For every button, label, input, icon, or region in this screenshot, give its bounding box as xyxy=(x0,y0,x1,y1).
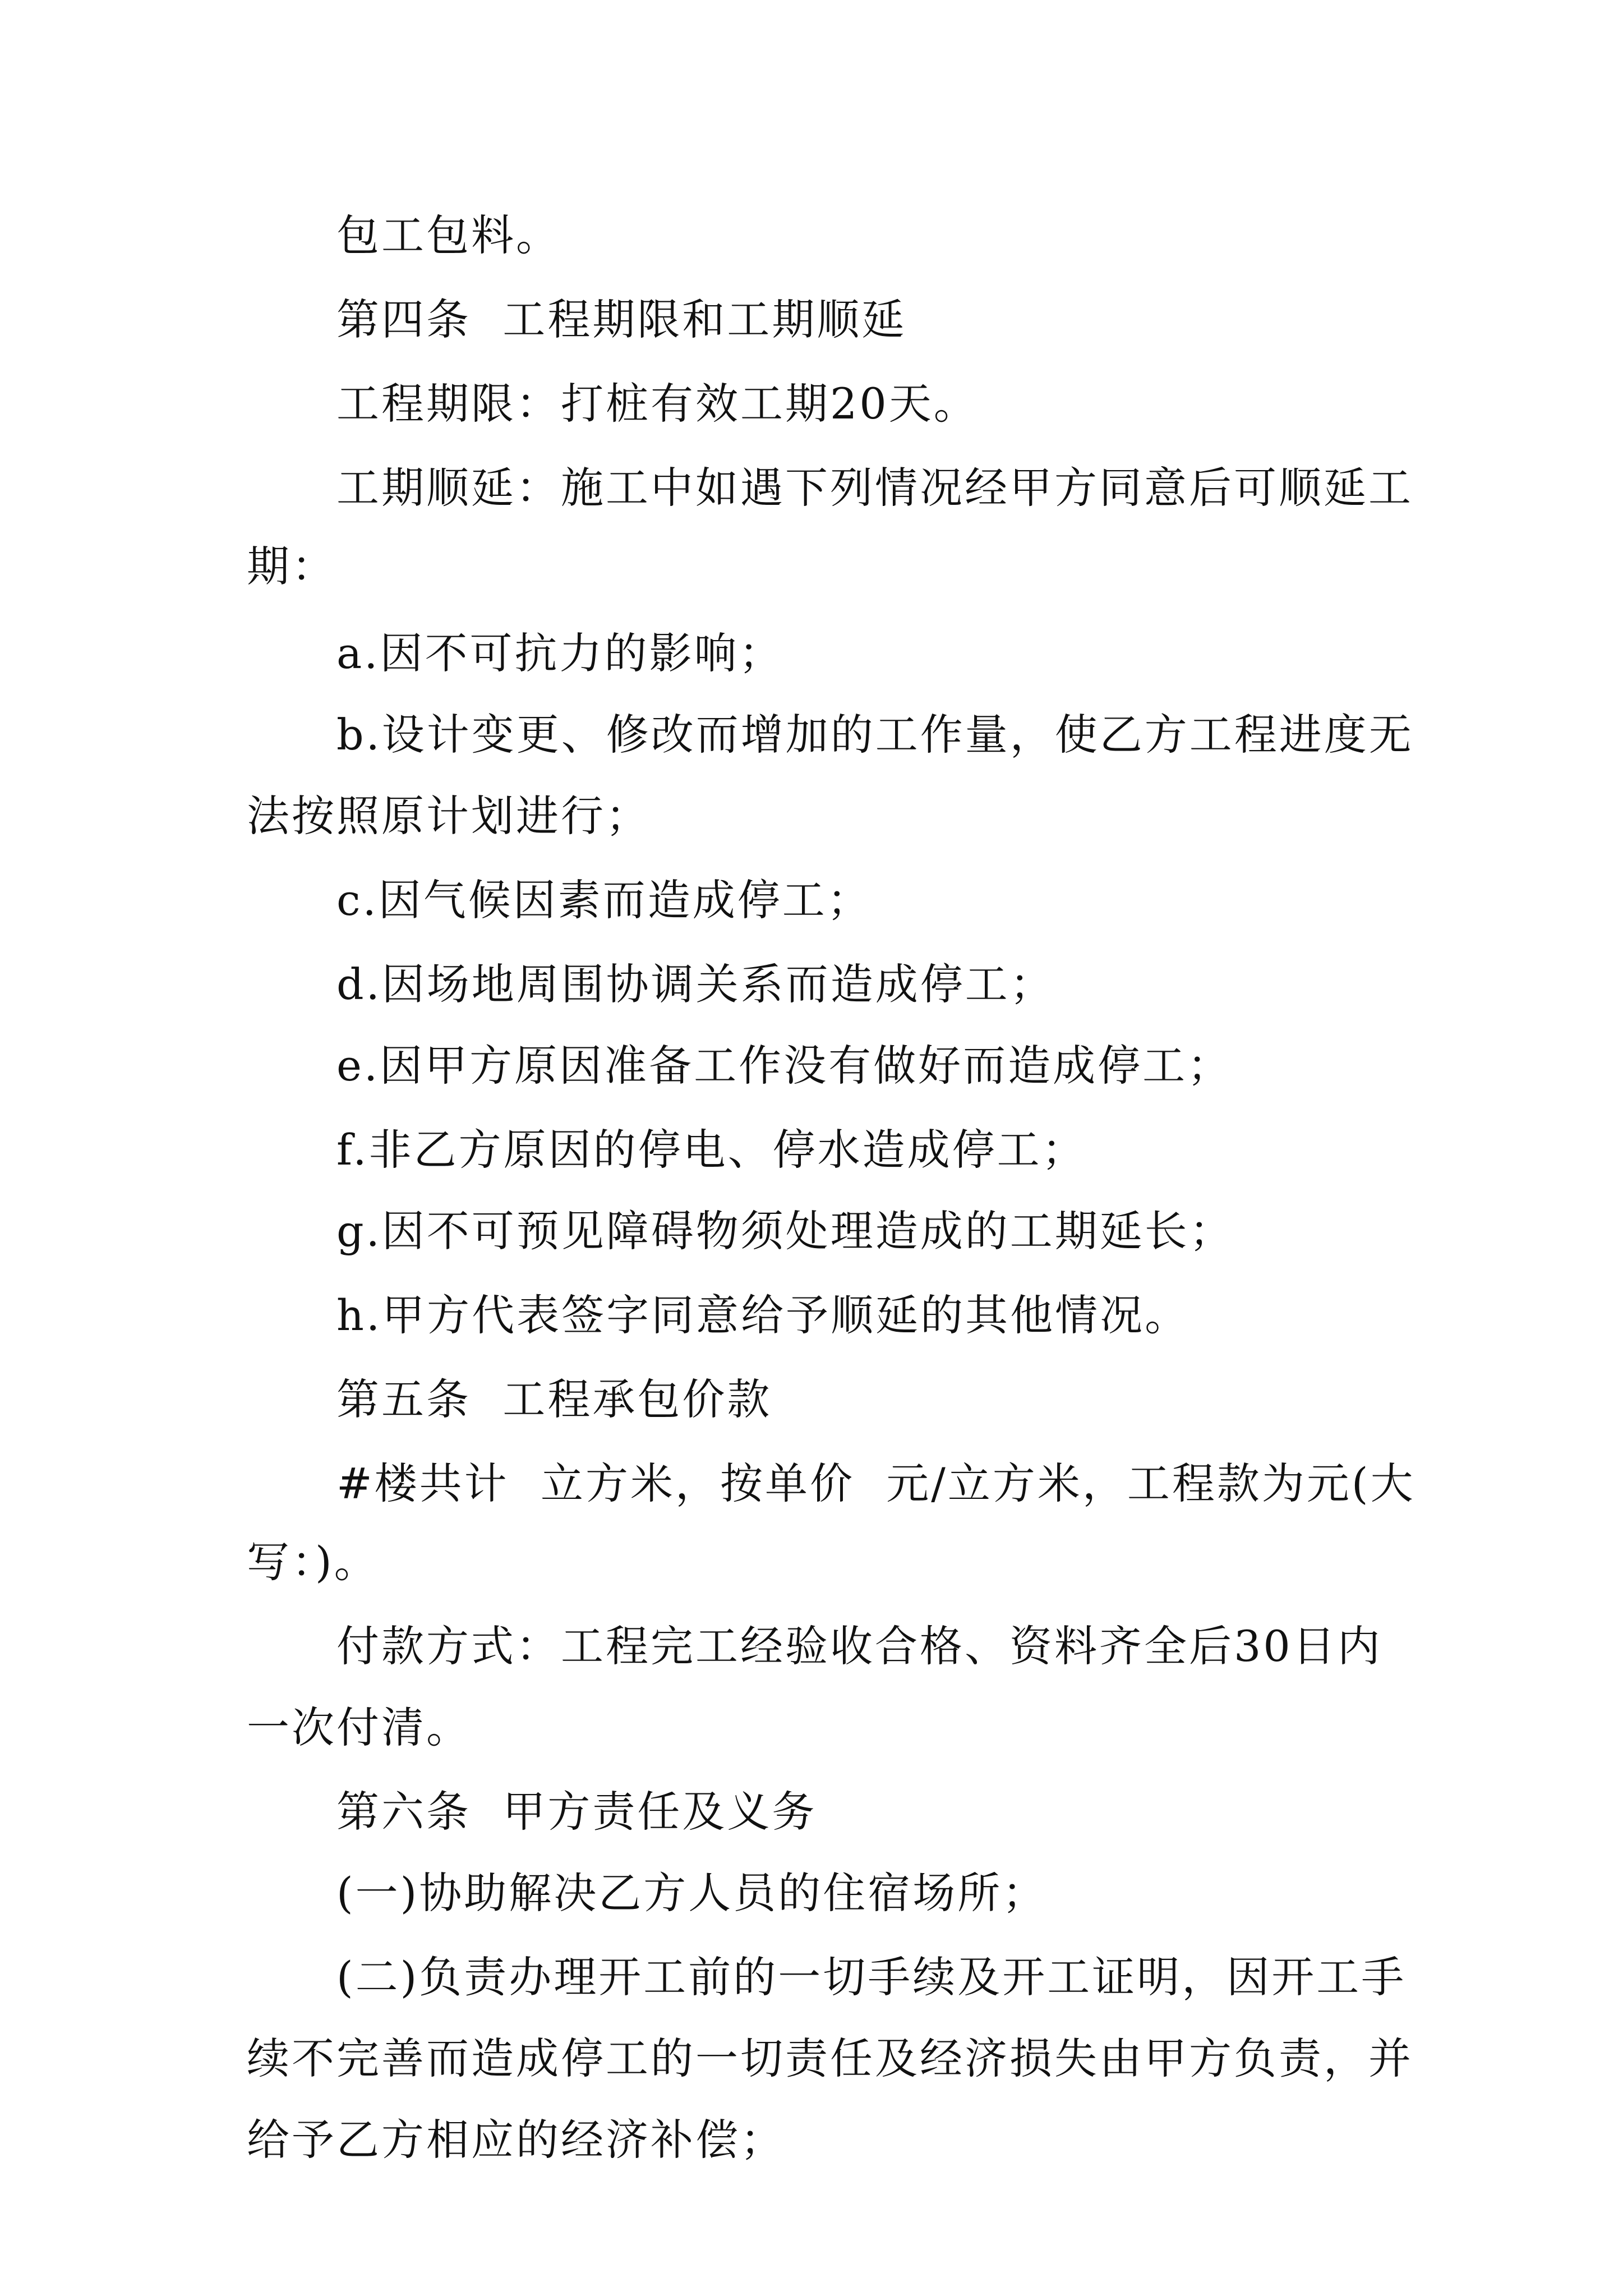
party-a-duty-2-line-1: (二)负责办理开工前的一切手续及开工证明，因开工手 xyxy=(336,1952,1407,2002)
list-item-g: g.因不可预见障碍物须处理造成的工期延长； xyxy=(336,1206,1234,1256)
article-5-heading: 第五条 工程承包价款 xyxy=(336,1374,772,1424)
article-4-heading: 第四条 工程期限和工期顺延 xyxy=(336,295,907,344)
party-a-duty-2-line-3: 给予乙方相应的经济补偿； xyxy=(247,2115,785,2165)
list-item-d: d.因场地周围协调关系而造成停工； xyxy=(336,959,1055,1009)
list-item-b-line-1: b.设计变更、修改而增加的工作量，使乙方工程进度无 xyxy=(336,710,1414,760)
list-item-b-line-2: 法按照原计划进行； xyxy=(247,791,651,841)
paragraph-continuation: 包工包料。 xyxy=(336,210,561,260)
list-item-e: e.因甲方原因准备工作没有做好而造成停工； xyxy=(336,1041,1233,1091)
payment-method-line-2: 一次付清。 xyxy=(247,1703,471,1752)
payment-method-line-1: 付款方式：工程完工经验收合格、资料齐全后30日内 xyxy=(336,1621,1382,1671)
extension-clause-line-1: 工期顺延：施工中如遇下列情况经甲方同意后可顺延工 xyxy=(336,463,1413,513)
party-a-duty-2-line-2: 续不完善而造成停工的一切责任及经济损失由甲方负责，并 xyxy=(247,2033,1413,2083)
project-period-line: 工程期限：打桩有效工期20天。 xyxy=(336,379,979,429)
contract-price-line-1: #楼共计 立方米，按单价 元/立方米，工程款为元(大 xyxy=(336,1458,1415,1508)
list-item-h: h.甲方代表签字同意给予顺延的其他情况。 xyxy=(336,1290,1190,1340)
list-item-a: a.因不可抗力的影响； xyxy=(336,628,784,678)
list-item-c: c.因气候因素而造成停工； xyxy=(336,875,872,925)
article-6-heading: 第六条 甲方责任及义务 xyxy=(336,1787,817,1837)
list-item-f: f.非乙方原因的停电、停水造成停工； xyxy=(336,1125,1087,1175)
contract-price-line-2: 写：)。 xyxy=(247,1537,379,1587)
party-a-duty-1: (一)协助解决乙方人员的住宿场所； xyxy=(336,1868,1048,1918)
extension-clause-line-2: 期： xyxy=(247,541,336,591)
